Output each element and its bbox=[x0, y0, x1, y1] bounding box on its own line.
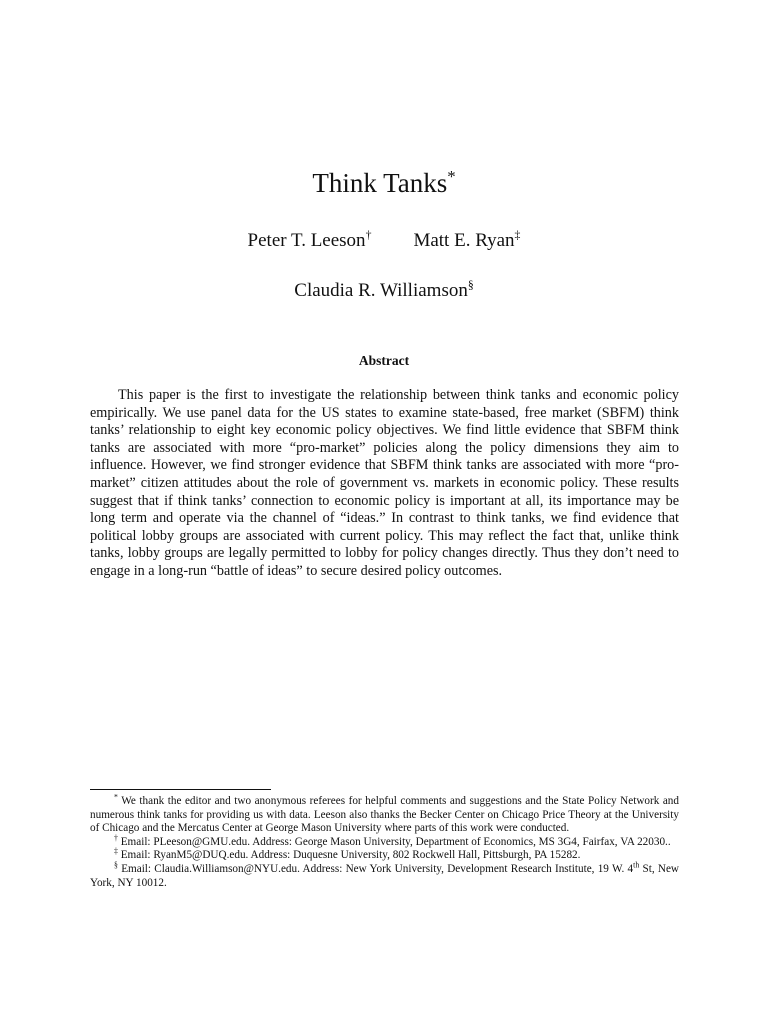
authors-row bbox=[0, 278, 768, 304]
abstract-body: This paper is the first to investigate the relationship between think tanks and economic policy empirically. We use panel data for the US states to examine state-based, free market (SBFM) think tanks’ relationship to eight key economic policy objectives. We find little evidence that SBFM think tanks are associated with more “pro-market” policies along the policy dimensions they aim to influence. However, we find stronger evidence that SBFM think tanks are associated with more “pro-market” citizen attitudes about the role of government vs. markets in economic policy. These results suggest that if think tanks’ connection to economic policy is important at all, its importance may be long term and operate via the channel of “ideas.” In contrast to think tanks, we find evidence that political lobby groups are associated with current policy. This may reflect the fact that, unlike think tanks, lobby groups are legally permitted to lobby for policy changes directly. Thus they don’t need to engage in a long-run “battle of ideas” to secure desired policy outcomes. bbox=[90, 387, 679, 579]
footnote-text-end: St, New York, NY 10012. bbox=[90, 862, 679, 889]
footnote-mark: † bbox=[114, 833, 118, 843]
footnote-leeson bbox=[90, 833, 679, 850]
footnote-divider bbox=[90, 789, 271, 790]
author-footnote-mark: ‡ bbox=[514, 228, 521, 242]
title-footnote-mark: * bbox=[447, 167, 456, 186]
author-footnote-mark: † bbox=[365, 228, 372, 242]
author-williamson bbox=[294, 280, 473, 301]
footnote-acknowledgements bbox=[90, 792, 679, 836]
footnote-williamson bbox=[90, 860, 679, 890]
footnote-mark: § bbox=[114, 860, 118, 870]
author-name: Matt E. Ryan bbox=[413, 230, 515, 251]
footnote-mark: * bbox=[114, 792, 118, 802]
footnote-ryan bbox=[90, 846, 679, 863]
footnote-text: Email: Claudia.Williamson@NYU.edu. Address: New York University, Development Research Institute, 19 W. 4 bbox=[121, 862, 634, 875]
title-text: Think Tanks bbox=[312, 168, 448, 198]
footnote-text: Email: RyanM5@DUQ.edu. Address: Duquesne University, 802 Rockwell Hall, Pittsburgh, PA 15282. bbox=[120, 849, 581, 862]
author-name: Claudia R. Williamson bbox=[294, 280, 468, 301]
author-name: Peter T. Leeson bbox=[247, 230, 366, 251]
footnote-text: Email: PLeeson@GMU.edu. Address: George Mason University, Department of Economics, MS 3G4, Fairfax, VA 22030.. bbox=[120, 835, 671, 848]
ordinal-suffix: th bbox=[633, 860, 640, 870]
footnote-mark: ‡ bbox=[114, 846, 118, 856]
abstract-heading: Abstract bbox=[358, 353, 410, 368]
footnotes bbox=[90, 792, 679, 890]
paper-title bbox=[0, 166, 768, 200]
footnote-text: We thank the editor and two anonymous referees for helpful comments and suggestions and the State Policy Network and numerous think tanks for providing us with data. Leeson also thanks the Becker Center on Chicago Price Theory at the University of Chicago and the Mercatus Center at George Mason University where parts of this work were conducted. bbox=[90, 795, 679, 835]
author-footnote-mark: § bbox=[467, 278, 474, 292]
author-ryan bbox=[413, 228, 520, 254]
author-leeson bbox=[248, 228, 372, 254]
authors-row bbox=[0, 228, 768, 254]
